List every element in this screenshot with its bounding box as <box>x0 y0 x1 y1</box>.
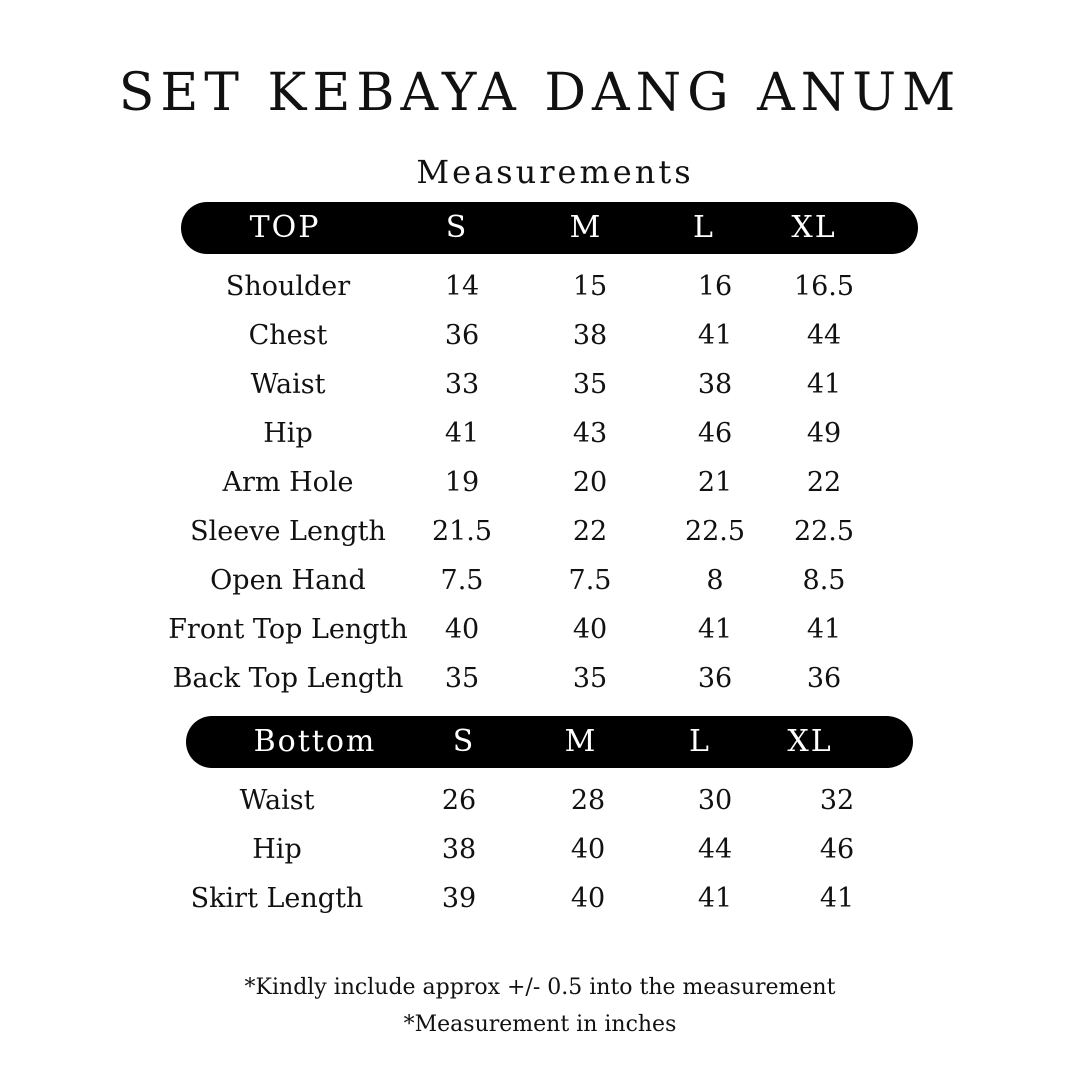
size-m-value: 35 <box>572 369 608 400</box>
top-header-size-s: S <box>445 210 469 245</box>
top-header-label: TOP <box>249 210 321 245</box>
table-row <box>0 874 1080 923</box>
size-xl-value: 41 <box>806 369 842 400</box>
size-xl-value: 32 <box>819 785 855 816</box>
size-l-value: 16 <box>697 271 733 302</box>
row-label: Skirt Length <box>190 883 364 914</box>
row-label: Back Top Length <box>172 663 404 694</box>
bottom-header-size-xl: XL <box>787 724 833 759</box>
top-header-size-xl: XL <box>791 210 837 245</box>
size-s-value: 19 <box>444 467 480 498</box>
size-l-value: 8 <box>706 565 724 596</box>
table-row <box>0 458 1080 507</box>
row-label: Arm Hole <box>222 467 354 498</box>
size-m-value: 28 <box>570 785 606 816</box>
size-l-value: 41 <box>697 883 733 914</box>
top-header-size-l: L <box>693 210 715 245</box>
size-xl-value: 49 <box>806 418 842 449</box>
page-title: SET KEBAYA DANG ANUM <box>118 63 962 123</box>
table-row <box>0 825 1080 874</box>
top-header-size-m: M <box>569 210 603 245</box>
size-l-value: 36 <box>697 663 733 694</box>
size-s-value: 39 <box>441 883 477 914</box>
table-row <box>0 654 1080 703</box>
size-s-value: 7.5 <box>440 565 484 596</box>
bottom-header-size-s: S <box>452 724 476 759</box>
bottom-header-label: Bottom <box>253 724 377 759</box>
size-s-value: 21.5 <box>431 516 493 547</box>
row-label: Chest <box>248 320 328 351</box>
size-xl-value: 22 <box>806 467 842 498</box>
row-label: Waist <box>250 369 326 400</box>
size-l-value: 46 <box>697 418 733 449</box>
size-xl-value: 8.5 <box>802 565 846 596</box>
size-xl-value: 16.5 <box>793 271 855 302</box>
size-m-value: 22 <box>572 516 608 547</box>
measurements-heading: Measurements <box>416 153 694 191</box>
size-xl-value: 36 <box>806 663 842 694</box>
table-row <box>0 311 1080 360</box>
size-m-value: 43 <box>572 418 608 449</box>
table-row <box>0 556 1080 605</box>
size-m-value: 40 <box>570 883 606 914</box>
size-xl-value: 41 <box>806 614 842 645</box>
table-row <box>0 776 1080 825</box>
size-s-value: 41 <box>444 418 480 449</box>
table-row <box>0 409 1080 458</box>
size-s-value: 36 <box>444 320 480 351</box>
top-header-bar <box>181 202 918 254</box>
size-l-value: 44 <box>697 834 733 865</box>
size-s-value: 40 <box>444 614 480 645</box>
size-l-value: 38 <box>697 369 733 400</box>
size-xl-value: 44 <box>806 320 842 351</box>
size-s-value: 14 <box>444 271 480 302</box>
size-m-value: 7.5 <box>568 565 612 596</box>
size-xl-value: 22.5 <box>793 516 855 547</box>
row-label: Hip <box>252 834 302 865</box>
size-l-value: 21 <box>697 467 733 498</box>
note-tolerance: *Kindly include approx +/- 0.5 into the measurement <box>244 975 836 1000</box>
size-m-value: 15 <box>572 271 608 302</box>
bottom-header-size-l: L <box>689 724 711 759</box>
row-label: Open Hand <box>210 565 366 596</box>
size-xl-value: 46 <box>819 834 855 865</box>
size-l-value: 22.5 <box>684 516 746 547</box>
size-s-value: 33 <box>444 369 480 400</box>
row-label: Front Top Length <box>168 614 408 645</box>
size-s-value: 38 <box>441 834 477 865</box>
row-label: Waist <box>239 785 315 816</box>
row-label: Shoulder <box>225 271 351 302</box>
table-row <box>0 262 1080 311</box>
bottom-header-bar <box>186 716 913 768</box>
size-m-value: 20 <box>572 467 608 498</box>
bottom-header-size-m: M <box>564 724 598 759</box>
size-l-value: 30 <box>697 785 733 816</box>
table-row <box>0 360 1080 409</box>
size-l-value: 41 <box>697 320 733 351</box>
size-m-value: 35 <box>572 663 608 694</box>
size-m-value: 40 <box>570 834 606 865</box>
size-xl-value: 41 <box>819 883 855 914</box>
row-label: Hip <box>263 418 313 449</box>
size-m-value: 38 <box>572 320 608 351</box>
size-m-value: 40 <box>572 614 608 645</box>
note-units: *Measurement in inches <box>403 1012 677 1037</box>
size-s-value: 26 <box>441 785 477 816</box>
size-l-value: 41 <box>697 614 733 645</box>
table-row <box>0 507 1080 556</box>
table-row <box>0 605 1080 654</box>
row-label: Sleeve Length <box>190 516 386 547</box>
size-s-value: 35 <box>444 663 480 694</box>
